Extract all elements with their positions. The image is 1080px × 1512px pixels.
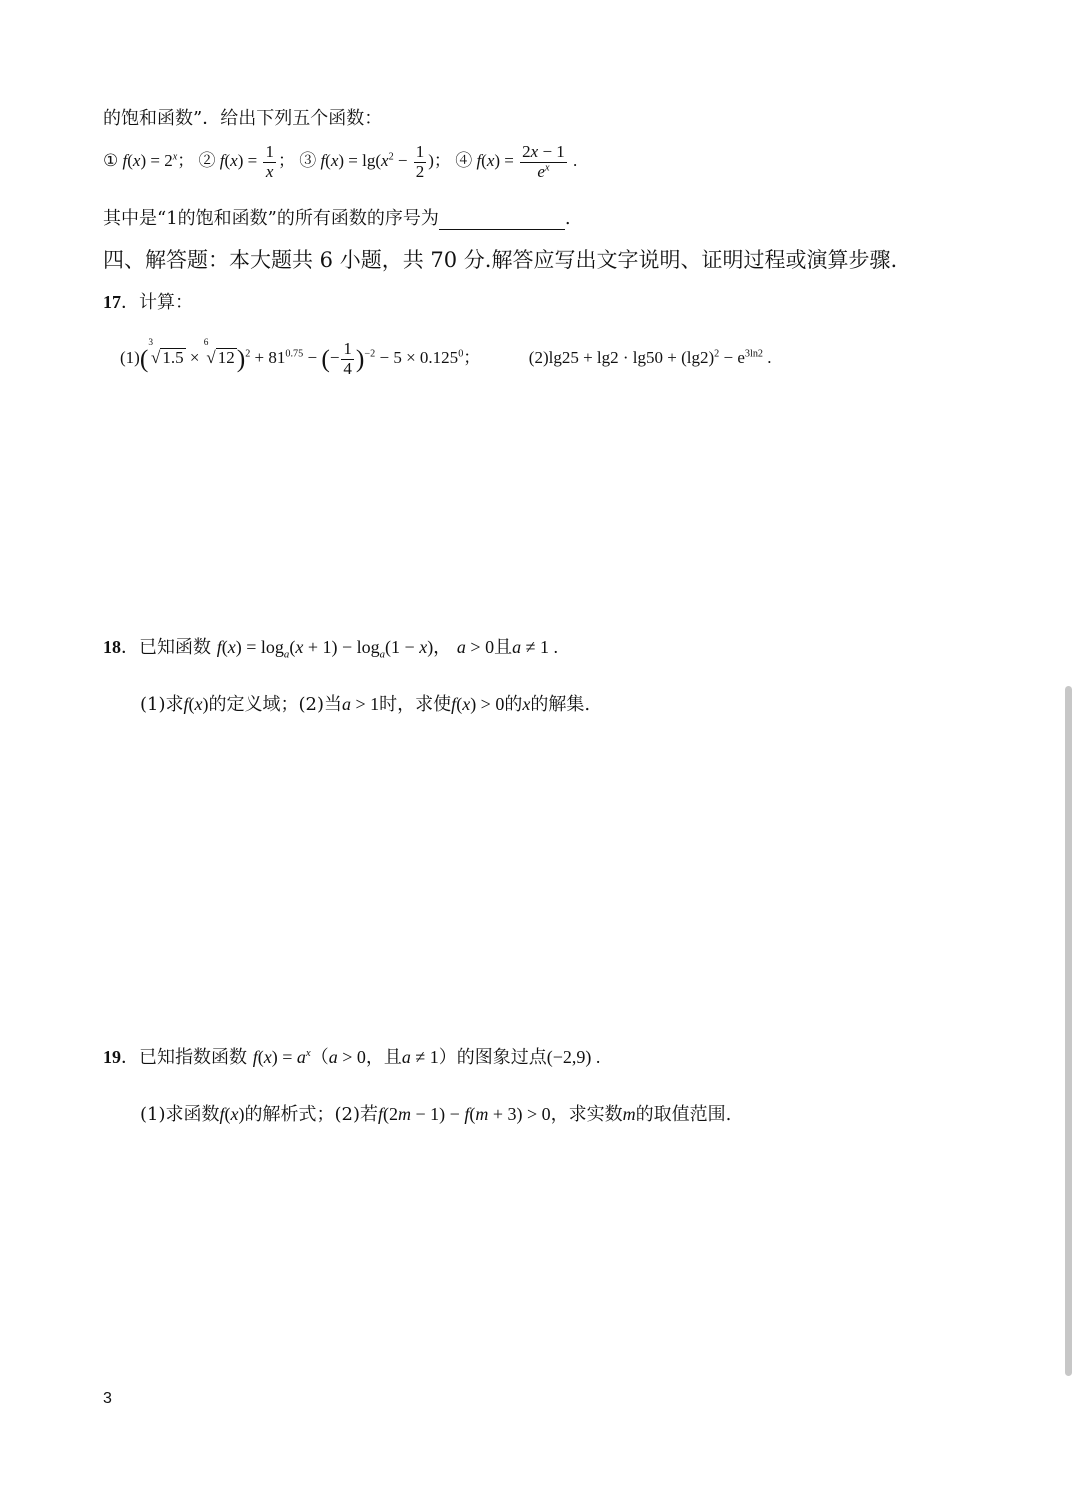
question-18-number: 18 [103,637,121,657]
intro-line [103,104,382,130]
question-18: 18．已知函数 $f(x) = \log_a(x + 1) - \log_a(1 - x)$， a > 0且a ≠ 1 . [103,637,558,661]
question-19-number: 19 [103,1047,121,1067]
function-list: ① $f(x) = 2^x$； ② f(x) = $\frac{1}{x}$ ； ③ $f(x) = \lg(x^2$ − $\frac{1}{2}$ )； ④ f(x) = $\frac{2x - 1}{e^x}$ . [103,142,578,181]
q19-part1-d: 的取值范围. [635,1104,732,1125]
fill-blank-line [103,204,571,230]
q18-part1-b: 的定义域；(2)当 [208,694,343,715]
question-17-text: ．计算： [121,292,193,313]
fn2-label: ② [198,151,216,171]
section-heading-text: 四、解答题：本大题共 6 小题，共 70 分.解答应写出文字说明、证明过程或演算步骤. [103,248,898,272]
fn3-label: ③ [299,151,317,171]
question-18-and: 且 [494,637,513,658]
intro-text: 的饱和函数”．给出下列五个函数： [103,108,383,129]
fn4-label: ④ [455,151,473,171]
q18-part1-e: 的解集. [530,694,591,715]
q19-and: ，且 [365,1047,402,1068]
q18-part1-c: 时，求使 [379,694,452,715]
scrollbar-thumb[interactable] [1065,686,1072,1376]
section-heading [103,244,897,274]
question-19-parts: (1)求函数f(x)的解析式；(2)若f(2m − 1) − f(m + 3) > 0，求实数m的取值范围. [140,1104,732,1125]
question-18-text: ．已知函数 [121,637,211,658]
q18-part1-a: (1)求 [140,694,184,715]
question-17-number: 17 [103,292,121,312]
q19-part1-c: ，求实数 [550,1104,623,1125]
question-18-parts: (1)求f(x)的定义域；(2)当a > 1时，求使f(x) > 0的x的解集. [140,694,591,715]
answer-blank[interactable] [439,211,565,230]
q19-part1-a: (1)求函数 [140,1104,220,1125]
fn1-label: ① [103,151,119,171]
question-17-expressions: (1)($^3$√ 1.5 × $^6$√ $12)^2 + 81^{0.75}$ − (− $\frac{1}{4}$ )$^{-2} - 5 \times 0.125^0$； $(2)\lg 25 + \lg 2 \cdot \lg 50 + (\lg 2)^2 - e^{3ln2}$ . [120,338,772,378]
question-19: 19．已知指数函数 $f(x) = a^x(a > 0$，且a ≠ 1）的图象过点(−2,9) . [103,1047,601,1068]
fill-blank-period: . [564,208,571,229]
question-17 [103,288,193,314]
page-number: 3 [103,1390,112,1407]
q19-part1-b: 的解析式；(2)若 [244,1104,379,1125]
q19-text-point: ）的图象过点 [438,1047,547,1068]
q19-open-paren: （ [310,1047,329,1068]
q18-part1-d: 的 [504,694,523,715]
fill-blank-text: 其中是“1的饱和函数”的所有函数的序号为 [103,208,439,229]
question-19-text: ．已知指数函数 [121,1047,247,1068]
